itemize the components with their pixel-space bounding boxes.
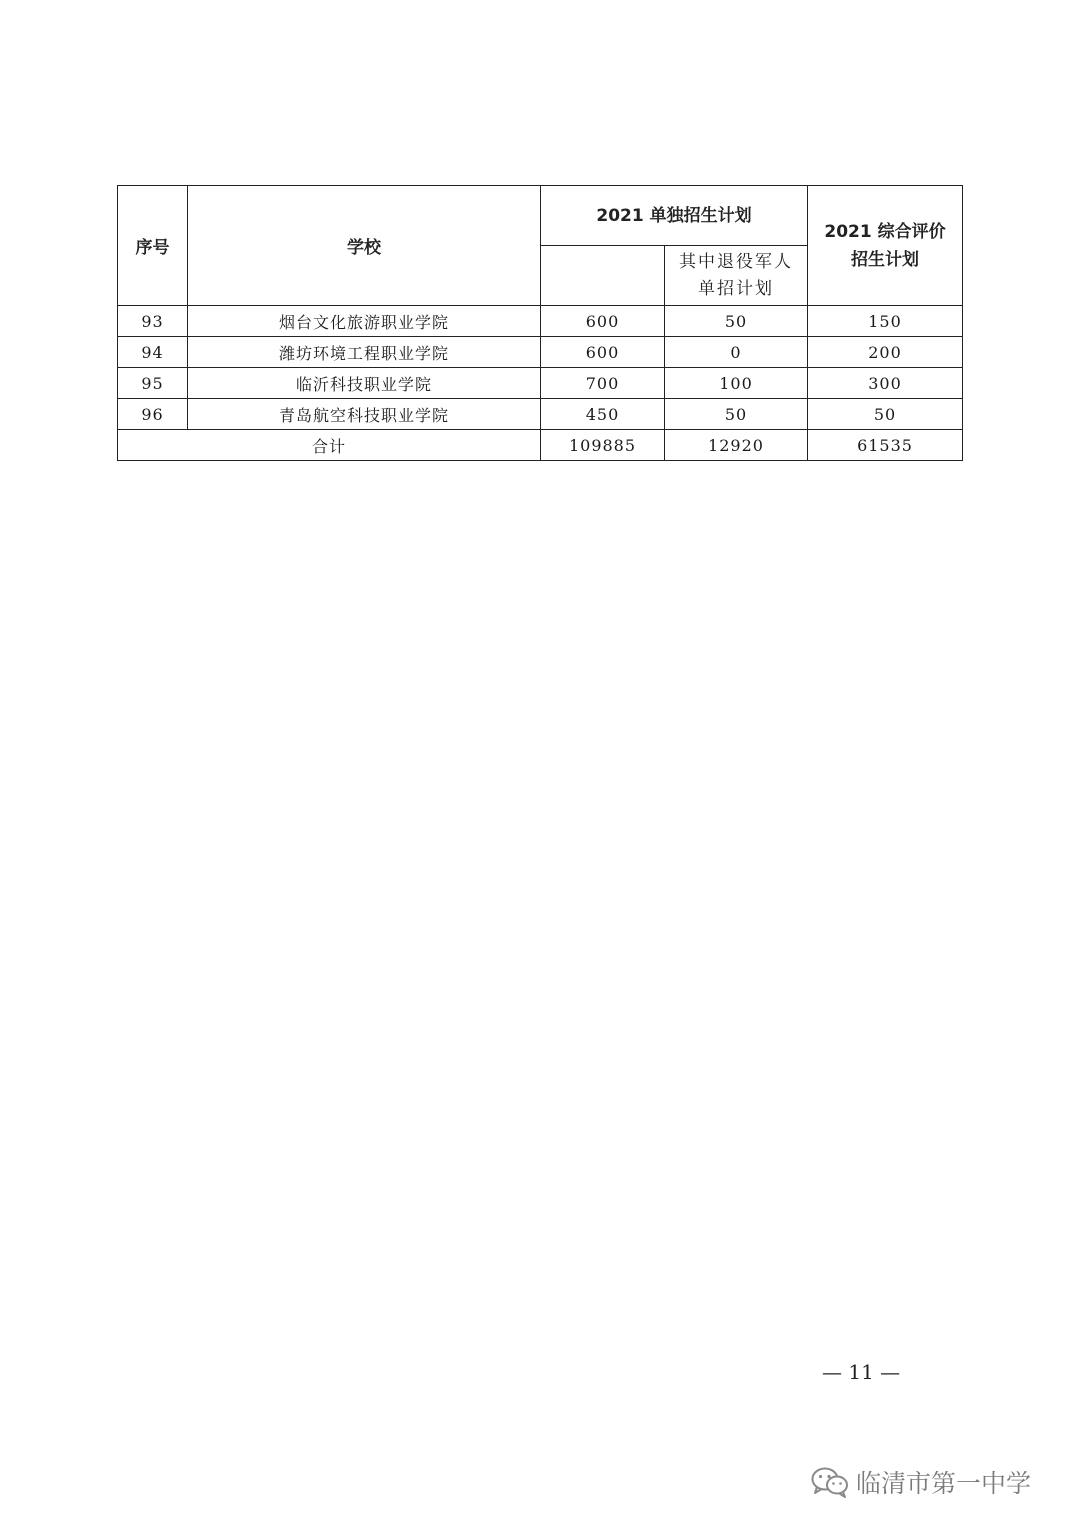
cell-school: 烟台文化旅游职业学院: [188, 306, 541, 337]
cell-comprehensive: 200: [808, 337, 963, 368]
total-row: [118, 430, 963, 461]
header-comprehensive-line1: 2021 综合评价: [824, 221, 946, 242]
header-single-plan: 2021 单独招生计划: [541, 186, 808, 246]
total-single: 109885: [541, 430, 665, 461]
table-row: [118, 368, 963, 399]
header-comprehensive-line2: 招生计划: [851, 249, 920, 270]
header-seq: 序号: [118, 186, 188, 306]
cell-single: 700: [541, 368, 665, 399]
watermark-text: 临清市第一中学: [856, 1469, 1032, 1498]
cell-veteran: 50: [665, 306, 808, 337]
total-veteran: 12920: [665, 430, 808, 461]
cell-comprehensive: 150: [808, 306, 963, 337]
cell-school: 临沂科技职业学院: [188, 368, 541, 399]
header-school: 学校: [188, 186, 541, 306]
cell-school: 青岛航空科技职业学院: [188, 399, 541, 430]
cell-seq: 94: [118, 337, 188, 368]
header-single-blank: [541, 246, 665, 306]
table-row: [118, 399, 963, 430]
cell-seq: 93: [118, 306, 188, 337]
cell-single: 600: [541, 306, 665, 337]
total-comprehensive: 61535: [808, 430, 963, 461]
cell-school: 潍坊环境工程职业学院: [188, 337, 541, 368]
header-comprehensive-plan: [808, 186, 963, 306]
enrollment-plan-table: [117, 185, 963, 461]
cell-seq: 96: [118, 399, 188, 430]
table-row: [118, 306, 963, 337]
total-label: 合计: [118, 430, 541, 461]
watermark: [810, 1462, 1031, 1502]
wechat-icon: [810, 1465, 850, 1499]
header-veteran-plan: [665, 246, 808, 306]
cell-veteran: 50: [665, 399, 808, 430]
cell-single: 600: [541, 337, 665, 368]
cell-veteran: 0: [665, 337, 808, 368]
header-veteran-line2: 单招计划: [698, 278, 774, 299]
cell-comprehensive: 300: [808, 368, 963, 399]
page-number: — 11 —: [822, 1360, 901, 1384]
cell-seq: 95: [118, 368, 188, 399]
header-veteran-line1: 其中退役军人: [679, 251, 793, 272]
table-row: [118, 337, 963, 368]
cell-single: 450: [541, 399, 665, 430]
cell-comprehensive: 50: [808, 399, 963, 430]
cell-veteran: 100: [665, 368, 808, 399]
